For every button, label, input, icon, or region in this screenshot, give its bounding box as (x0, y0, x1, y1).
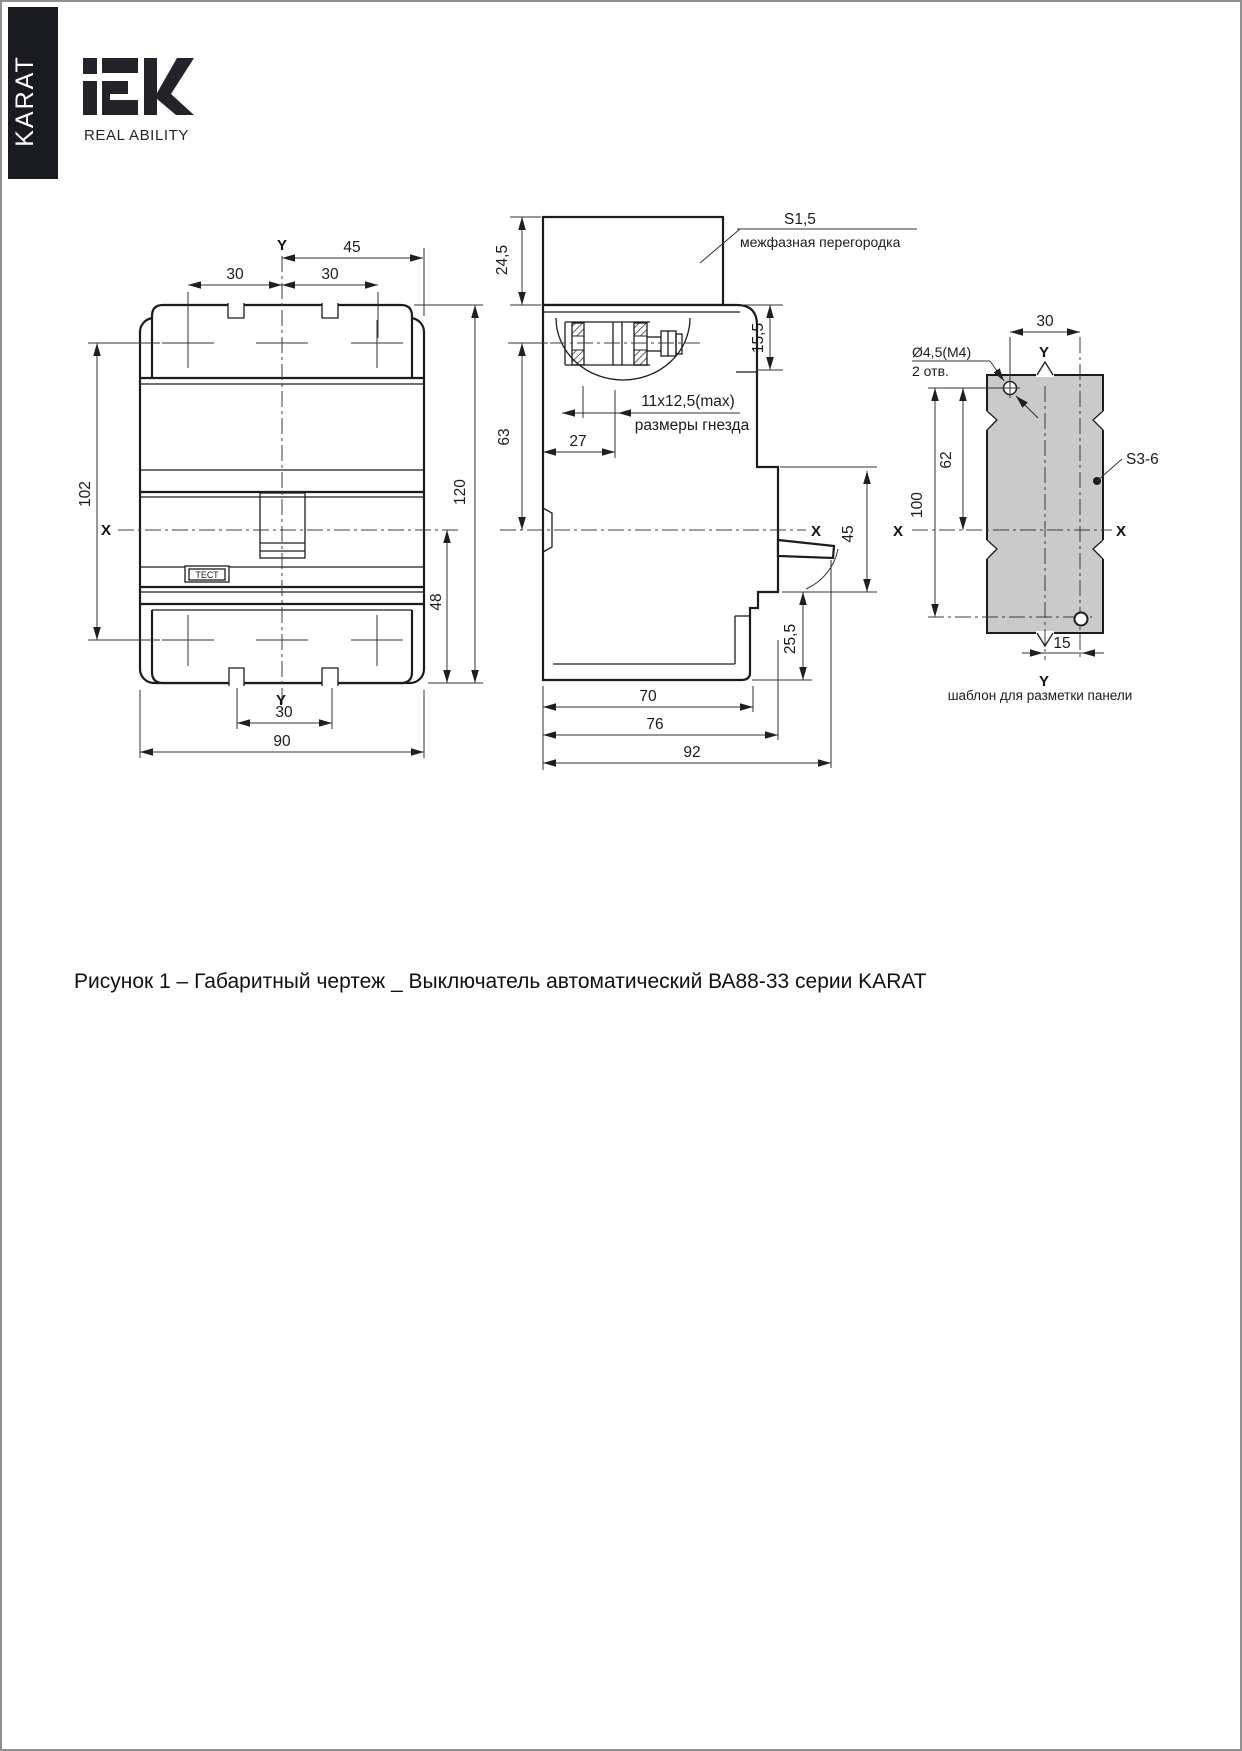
template-axis-x-right: X (1115, 523, 1127, 540)
brand-tagline: REAL ABILITY (84, 127, 190, 144)
test-button (185, 566, 229, 582)
front-axis-y-top: Y (276, 237, 288, 254)
toggle-handle (778, 540, 834, 558)
dim-24-5: 24,5 (494, 244, 511, 276)
interphase-barrier (543, 217, 723, 305)
dim-30-template: 30 (1036, 313, 1054, 330)
socket-dim: 11x12,5(max) (641, 393, 735, 410)
dim-30-left: 30 (226, 266, 244, 283)
dim-62: 62 (938, 451, 955, 469)
dim-15-5: 15,5 (750, 322, 767, 354)
dim-30-right: 30 (321, 266, 339, 283)
panel-template (893, 313, 1159, 703)
bottom-notch-left (229, 668, 244, 686)
dim-100: 100 (909, 492, 926, 518)
dim-25-5: 25,5 (782, 623, 799, 655)
iek-logo (83, 58, 194, 115)
dim-120: 120 (452, 479, 469, 505)
socket-label: размеры гнезда (634, 417, 750, 434)
hole-spec-dia: Ø4,5(M4) (912, 344, 972, 360)
front-axis-x: X (100, 522, 112, 539)
hole-spec-count: 2 отв. (912, 363, 949, 379)
template-axis-y-top: Y (1038, 344, 1050, 361)
mounting-hole-bottom (1075, 613, 1088, 626)
brand-header (8, 7, 194, 179)
front-axis-y-bottom: Y (275, 692, 287, 709)
dim-48: 48 (428, 593, 445, 611)
dim-45-side: 45 (840, 525, 857, 543)
dim-15: 15 (1053, 635, 1071, 652)
panel-thickness-label: S3-6 (1126, 451, 1159, 468)
figure-caption: Рисунок 1 – Габаритный чертеж _ Выключатель автоматический ВА88-33 серии KARAT (74, 970, 927, 993)
bottom-notch-right (322, 668, 338, 686)
template-axis-x-left: X (892, 523, 904, 540)
top-notch-right (322, 303, 338, 318)
top-notch-left (228, 303, 244, 318)
template-caption: шаблон для разметки панели (947, 688, 1133, 703)
dim-102: 102 (77, 481, 94, 507)
dim-70: 70 (639, 688, 657, 705)
dim-76: 76 (646, 716, 664, 733)
dim-90: 90 (273, 733, 291, 750)
dim-45: 45 (343, 239, 361, 256)
brand-vertical-label: KARAT (11, 55, 39, 147)
template-axis-y-bottom: Y (1038, 673, 1050, 690)
partition-thickness-label: S1,5 (784, 211, 816, 228)
partition-label: межфазная перегородка (740, 234, 901, 250)
front-view (77, 237, 483, 758)
side-axis-x: X (810, 523, 822, 540)
dim-30-bottom: 30 (275, 704, 293, 721)
dim-63: 63 (496, 428, 513, 446)
test-button-label: ТЕСТ (195, 570, 219, 580)
dim-27: 27 (569, 433, 587, 450)
side-view (494, 211, 917, 770)
dim-92: 92 (683, 744, 701, 761)
